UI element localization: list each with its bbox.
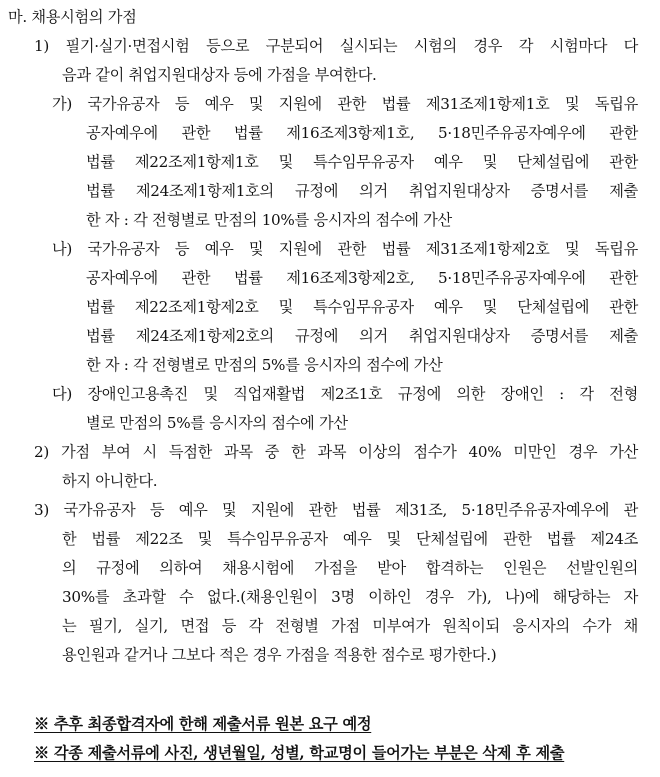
item1-na-line-1: 나) 국가유공자 등 예우 및 지원에 관한 법률 제31조제1항제2호 및 독립유 [52,240,638,258]
item3-line-4: 30%를 초과할 수 없다.(채용인원이 3명 이하인 경우 가), 나)에 해당하는 자 [62,588,638,606]
item1-ga-line-3: 법률 제22조제1항제1호 및 특수임무유공자 예우 및 단체설립에 관한 [86,153,638,171]
item1-ga-line-4: 법률 제24조제1항제1호의 규정에 의거 취업지원대상자 증명서를 제출 [86,182,638,200]
item1-ga-line-2: 공자예우에 관한 법률 제16조제3항제1호, 5·18민주유공자예우에 관한 [86,124,638,142]
item1-na-line-5: 한 자 : 각 전형별로 만점의 5%를 응시자의 점수에 가산 [86,356,443,374]
item1-ga-line-1: 가) 국가유공자 등 예우 및 지원에 관한 법률 제31조제1항제1호 및 독립유 [52,95,638,113]
item1-na-line-2: 공자예우에 관한 법률 제16조제3항제2호, 5·18민주유공자예우에 관한 [86,269,638,287]
note-remove-personal-info: ※ 각종 제출서류에 사진, 생년월일, 성별, 학교명이 들어가는 부분은 삭제 후 제출 [34,744,565,762]
item2-line-1: 2) 가점 부여 시 득점한 과목 중 한 과목 이상의 점수가 40% 미만인 경우 가산 [34,443,638,461]
item1-da-line-2: 별로 만점의 5%를 응시자의 점수에 가산 [86,414,348,432]
item3-line-2: 한 법률 제22조 및 특수임무유공자 예우 및 단체설립에 관한 법률 제24조 [62,530,638,548]
item3-line-3: 의 규정에 의하여 채용시험에 가점을 받아 합격하는 인원은 선발인원의 [62,559,638,577]
section-title: 마. 채용시험의 가점 [8,8,137,26]
item3-line-1: 3) 국가유공자 등 예우 및 지원에 관한 법률 제31조, 5·18민주유공자예우에 관 [34,501,638,519]
item1-line-1: 1) 필기·실기·면접시험 등으로 구분되어 실시되는 시험의 경우 각 시험마다 다 [34,37,638,55]
item2-line-2: 하지 아니한다. [62,472,158,490]
item1-ga-line-5: 한 자 : 각 전형별로 만점의 10%를 응시자의 점수에 가산 [86,211,452,229]
item3-line-6: 용인원과 같거나 그보다 적은 경우 가점을 적용한 점수로 평가한다.) [62,646,497,664]
item1-line-2: 음과 같이 취업지원대상자 등에 가점을 부여한다. [62,66,377,84]
item1-da-line-1: 다) 장애인고용촉진 및 직업재활법 제2조1호 규정에 의한 장애인 : 각 전형 [52,385,638,403]
note-original-documents: ※ 추후 최종합격자에 한해 제출서류 원본 요구 예정 [34,715,372,733]
item1-na-line-4: 법률 제24조제1항제2호의 규정에 의거 취업지원대상자 증명서를 제출 [86,327,638,345]
item3-line-5: 는 필기, 실기, 면접 등 각 전형별 가점 미부여가 원칙이되 응시자의 수가 채 [62,617,638,635]
item1-na-line-3: 법률 제22조제1항제2호 및 특수임무유공자 예우 및 단체설립에 관한 [86,298,638,316]
